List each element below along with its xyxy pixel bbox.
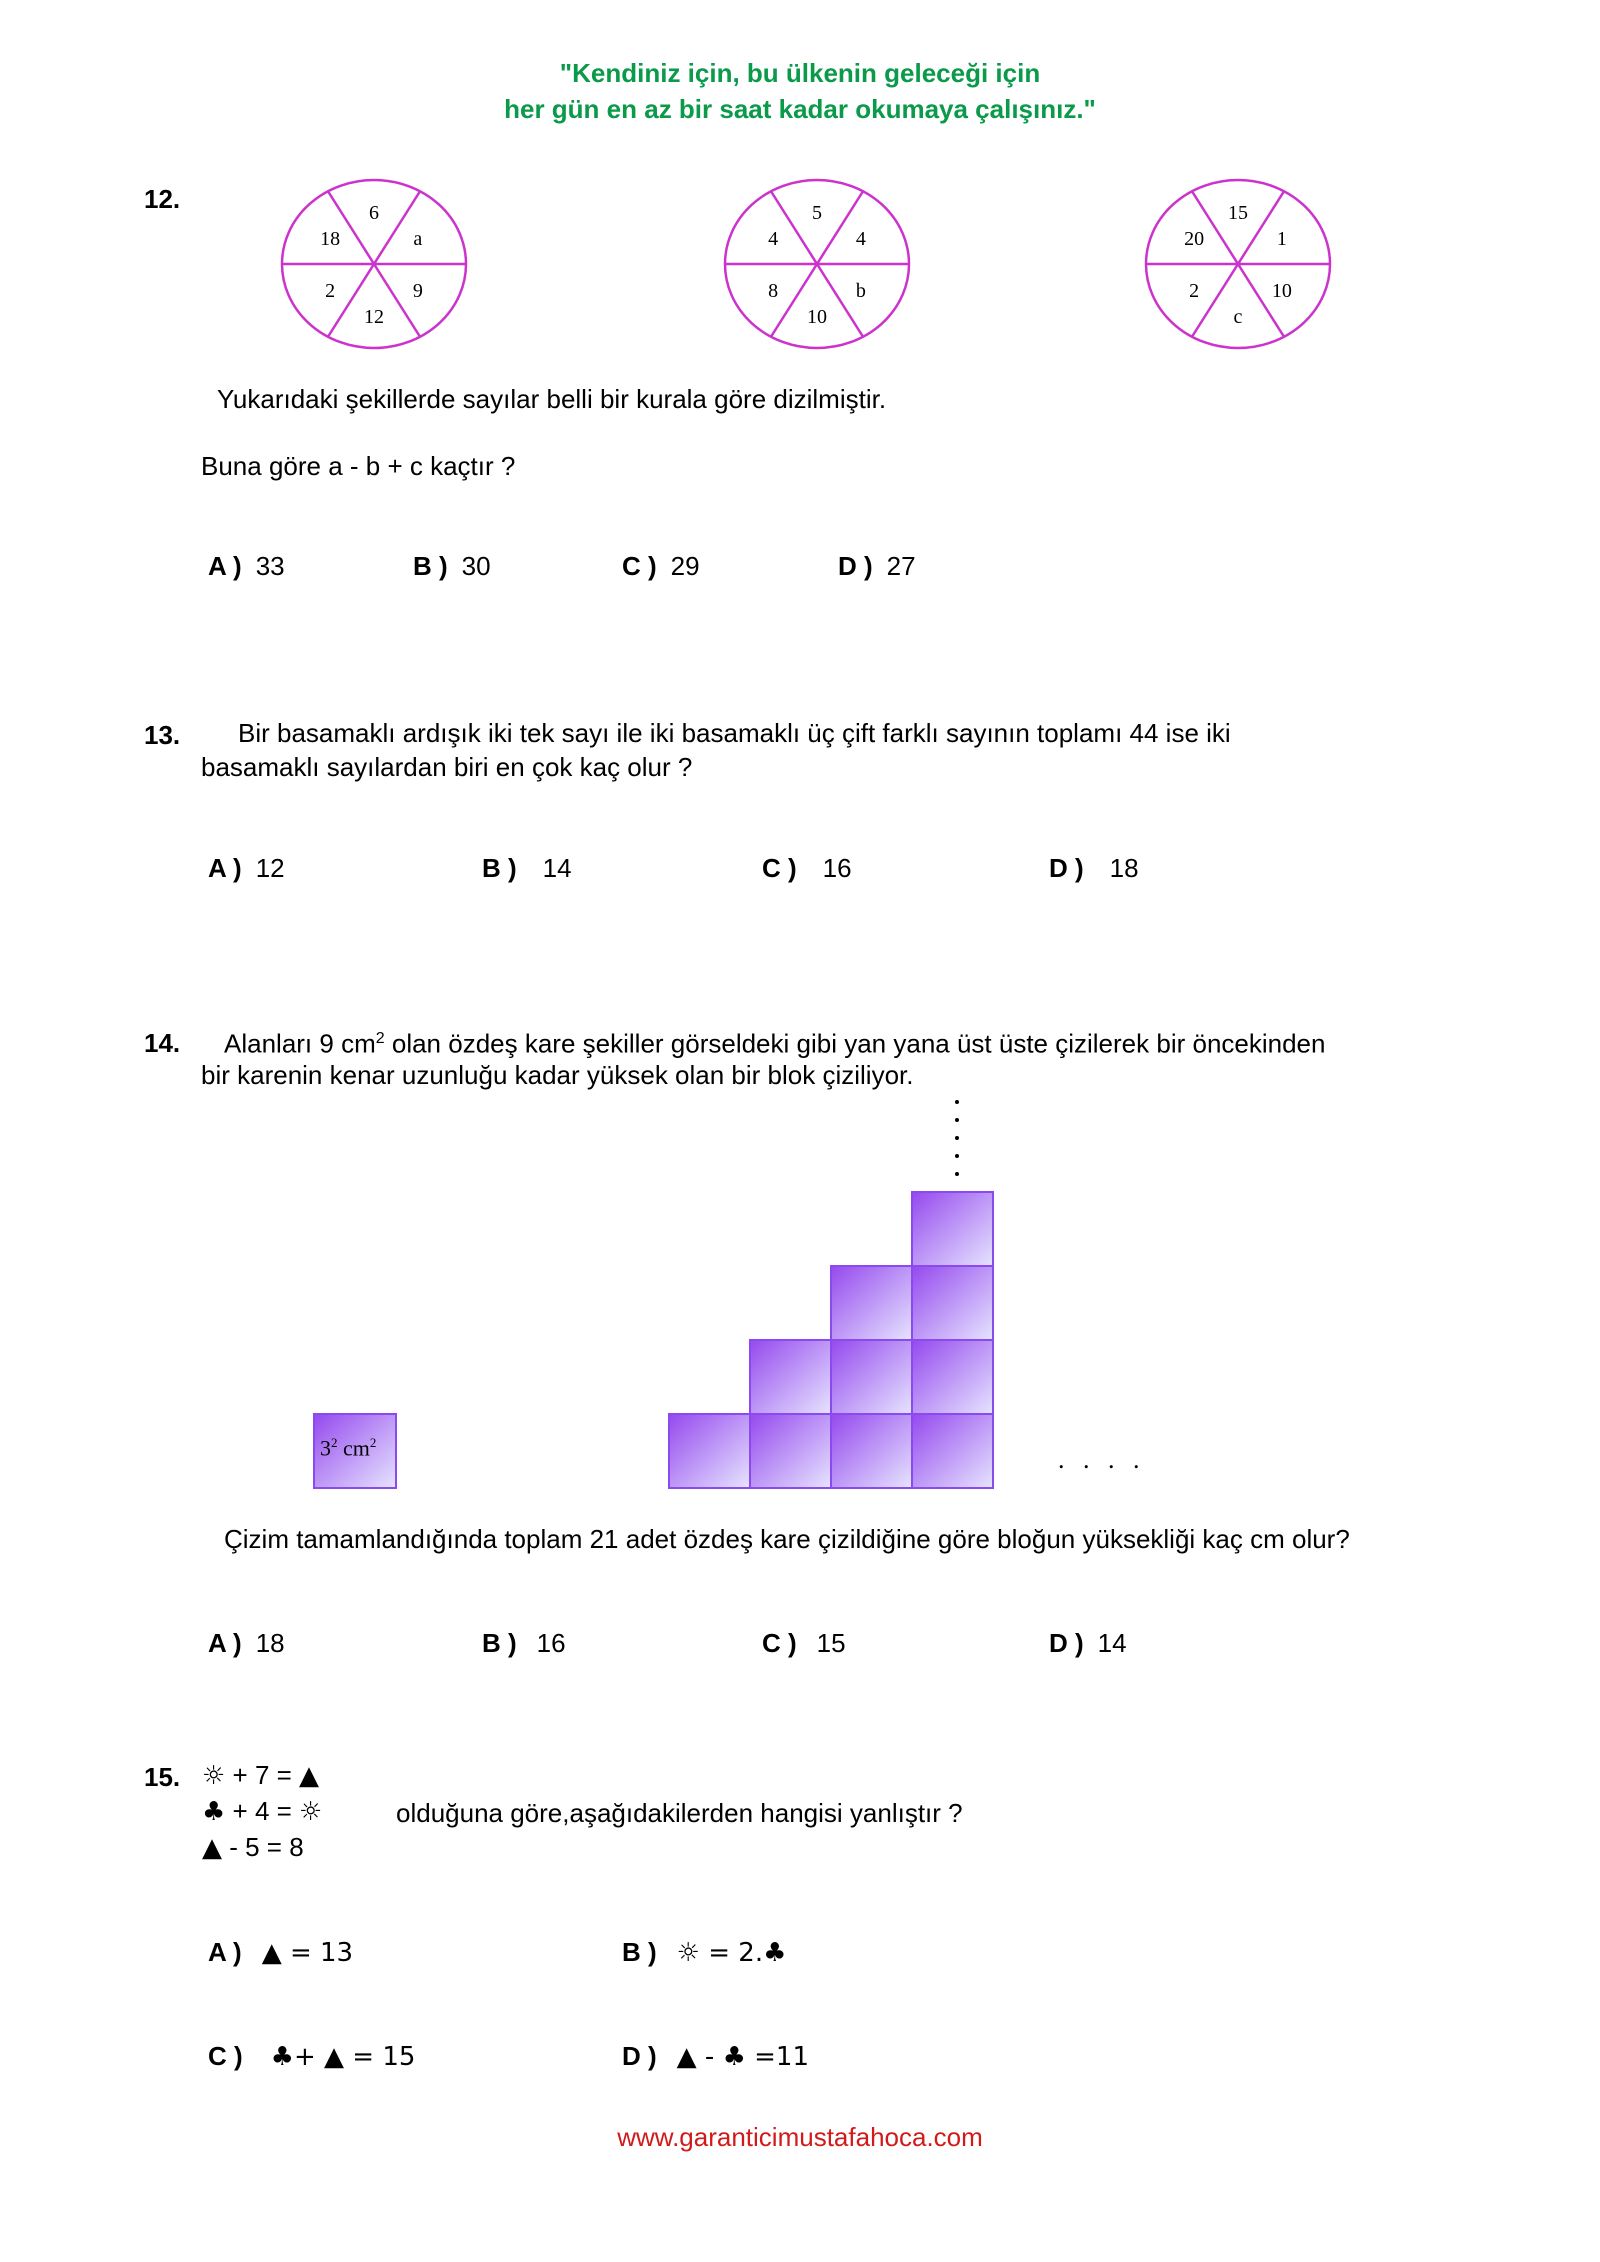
wheel-value: 4 — [855, 227, 866, 250]
option-label: A ) — [208, 1937, 242, 1967]
q14-line-1-start: Alanları 9 cm — [224, 1028, 376, 1059]
triangle-symbol: ▲ — [202, 1833, 222, 1863]
q15-equation-1 — [202, 1760, 319, 1796]
option-value: 27 — [886, 551, 916, 581]
q14-option-a[interactable] — [208, 1628, 285, 1659]
q13-option-a[interactable] — [208, 853, 285, 884]
q13-line-2: basamaklı sayılardan biri en çok kaç olur ? — [201, 752, 693, 782]
wheel-value: 20 — [1184, 227, 1205, 250]
option-label: C ) — [208, 2041, 243, 2071]
q14-option-b[interactable] — [482, 1628, 566, 1659]
q15-option-d[interactable] — [622, 2041, 809, 2072]
q12-wheels — [0, 0, 1600, 360]
q15-equation-2 — [202, 1796, 322, 1832]
q14-line-1-end: olan özdeş kare şekiller görseldeki gibi yan yana üst üste çizilerek bir öncekinden — [384, 1028, 1326, 1059]
q12-text-1: Yukarıdaki şekillerde sayılar belli bir kurala göre dizilmiştir. — [217, 384, 887, 414]
q13-option-c[interactable] — [762, 853, 852, 884]
option-value: 16 — [822, 853, 852, 883]
label-unit-exp: 2 — [369, 1435, 377, 1450]
club-symbol: ♣ — [202, 1797, 226, 1827]
q14-option-d[interactable] — [1049, 1628, 1127, 1659]
option-value: 14 — [1097, 1628, 1127, 1658]
q14-line-1-superscript: 2 — [375, 1030, 385, 1047]
option-label: C ) — [762, 853, 797, 883]
block-square — [831, 1340, 912, 1414]
q14-question: Çizim tamamlandığında toplam 21 adet özdeş kare çizildiğine göre bloğun yüksekliği kaç cm olur? — [224, 1524, 1350, 1554]
wheel-value: 15 — [1228, 201, 1248, 224]
block-square — [831, 1266, 912, 1340]
number-wheel — [725, 180, 909, 348]
wheel-value: 10 — [807, 306, 827, 329]
q12-option-b[interactable] — [413, 551, 491, 582]
block-square — [912, 1414, 993, 1488]
block-square — [750, 1340, 831, 1414]
block-square — [750, 1414, 831, 1488]
q13-line-1: Bir basamaklı ardışık iki tek sayı ile iki basamaklı üç çift farklı sayının toplamı 44 ise iki — [238, 718, 1231, 748]
unit-square-label — [320, 1435, 376, 1461]
question-14-number: 14. — [144, 1028, 181, 1058]
option-value: 30 — [461, 551, 491, 581]
motto-line-1: "Kendiniz için, bu ülkenin geleceği için — [559, 58, 1041, 88]
motto-line-2: her gün en az bir saat kadar okumaya çalışınız." — [504, 94, 1096, 124]
question-13-number: 13. — [144, 720, 181, 750]
wheel-value: b — [855, 280, 866, 303]
question-15-number: 15. — [144, 1762, 181, 1792]
sun-symbol: ☼ — [202, 1761, 226, 1791]
q15-prompt: olduğuna göre,aşağıdakilerden hangisi yanlıştır ? — [396, 1798, 963, 1828]
option-label: B ) — [482, 853, 517, 883]
horizontal-continuation-dots: . . . . — [1058, 1445, 1146, 1474]
sun-symbol: ☼ — [299, 1797, 323, 1827]
wheel-value: 6 — [369, 201, 379, 224]
wheel-value: a — [413, 227, 423, 250]
wheel-value: c — [1233, 306, 1243, 329]
option-label: B ) — [622, 1937, 657, 1967]
question-12-number: 12. — [144, 184, 181, 214]
option-value: 15 — [816, 1628, 846, 1658]
q15-option-c[interactable] — [208, 2041, 415, 2072]
eq-text: + 7 = — [225, 1760, 300, 1790]
q14-line-1 — [224, 1022, 1325, 1061]
wheel-value: 9 — [412, 280, 423, 303]
block-square — [912, 1192, 993, 1266]
block-square — [669, 1414, 750, 1488]
option-value: ☼ = 2.♣ — [676, 1938, 787, 1968]
option-value: ▲ = 13 — [261, 1938, 354, 1968]
option-label: C ) — [622, 551, 657, 581]
option-label: D ) — [1049, 1628, 1084, 1658]
label-base: 3 — [320, 1435, 331, 1461]
q12-option-d[interactable] — [838, 551, 916, 582]
option-label: B ) — [413, 551, 448, 581]
q12-text-2: Buna göre a - b + c kaçtır ? — [201, 451, 516, 481]
wheel-value: 2 — [325, 280, 336, 303]
wheel-value: 5 — [812, 201, 822, 224]
wheel-value: 8 — [768, 280, 779, 303]
option-value: ▲ - ♣ =11 — [676, 2042, 810, 2072]
wheel-value: 4 — [768, 227, 779, 250]
q14-option-c[interactable] — [762, 1628, 846, 1659]
eq-text: + 4 = — [225, 1796, 300, 1826]
q15-option-b[interactable] — [622, 1937, 786, 1968]
option-value: 18 — [255, 1628, 285, 1658]
block-square — [912, 1266, 993, 1340]
option-label: D ) — [1049, 853, 1084, 883]
wheel-value: 12 — [364, 306, 384, 329]
q12-option-a[interactable] — [208, 551, 285, 582]
option-label: A ) — [208, 1628, 242, 1658]
option-label: D ) — [838, 551, 873, 581]
q12-option-c[interactable] — [622, 551, 700, 582]
footer-url[interactable]: www.garanticimustafahoca.com — [617, 2122, 983, 2152]
q14-line-2: bir karenin kenar uzunluğu kadar yüksek olan bir blok çiziliyor. — [201, 1060, 914, 1090]
q15-option-a[interactable] — [208, 1937, 353, 1968]
label-exp: 2 — [331, 1435, 338, 1450]
block-square — [831, 1414, 912, 1488]
q15-equation-3 — [202, 1832, 304, 1868]
option-label: A ) — [208, 853, 242, 883]
option-label: A ) — [208, 551, 242, 581]
wheel-value: 2 — [1189, 280, 1200, 303]
option-value: 16 — [536, 1628, 566, 1658]
option-label: C ) — [762, 1628, 797, 1658]
option-value: 33 — [255, 551, 285, 581]
block-square — [912, 1340, 993, 1414]
option-value: 18 — [1109, 853, 1139, 883]
wheel-value: 1 — [1276, 227, 1287, 250]
q14-block-figure — [0, 1090, 1600, 1500]
triangle-symbol: ▲ — [299, 1761, 320, 1791]
option-value: 14 — [542, 853, 572, 883]
q13-option-d[interactable] — [1049, 853, 1139, 884]
option-label: D ) — [622, 2041, 657, 2071]
eq-text: - 5 = 8 — [222, 1832, 304, 1862]
number-wheel — [282, 180, 466, 348]
vertical-continuation-dots — [955, 1100, 959, 1176]
number-wheel — [1146, 180, 1330, 348]
label-unit: cm — [337, 1435, 370, 1461]
option-label: B ) — [482, 1628, 517, 1658]
wheel-value: 10 — [1271, 280, 1292, 303]
option-value: 29 — [670, 551, 700, 581]
option-value: 12 — [255, 853, 285, 883]
q13-option-b[interactable] — [482, 853, 572, 884]
option-value: ♣+ ▲ = 15 — [270, 2042, 416, 2072]
wheel-value: 18 — [320, 227, 341, 250]
